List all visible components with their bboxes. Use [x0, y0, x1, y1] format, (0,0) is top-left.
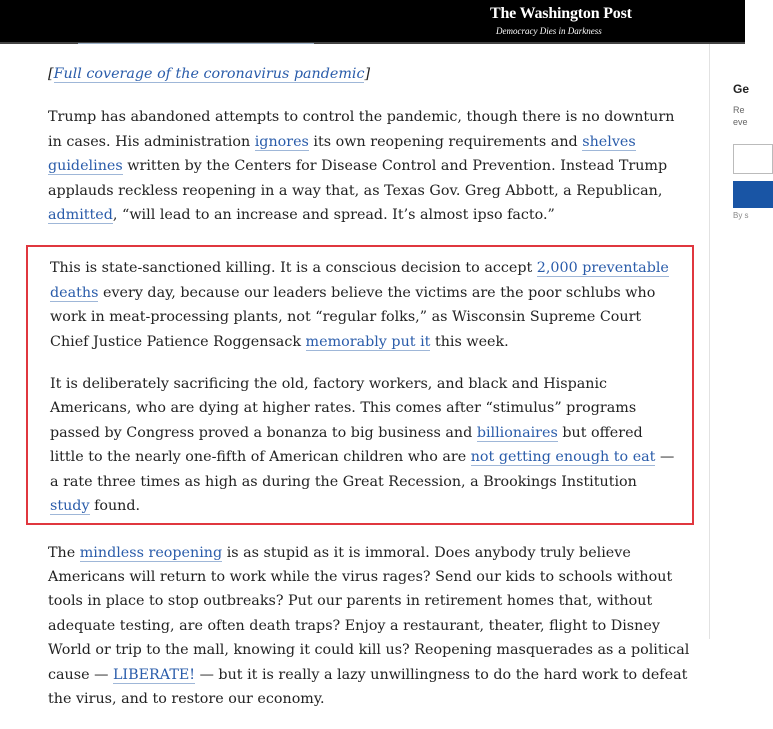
paragraph-3 [50, 372, 680, 518]
coverage-link-line [48, 62, 690, 86]
coverage-link[interactable]: Full coverage of the coronavirus pandemic [53, 66, 365, 82]
cut-off-previous-line [78, 36, 314, 44]
paragraph-text: but offered little to the nearly one-fifth of American children who are [50, 424, 643, 466]
paragraph-text: , “will lead to an increase and spread. It’s almost ipso facto.” [112, 207, 555, 224]
paragraph-text: every day, because our leaders believe the victims are the poor schlubs who work in meat-processing plants, not “regular folks,” as Wisconsin Supreme Court Chief Justice Patience Roggensack [50, 284, 656, 350]
paragraph-text: The [48, 544, 80, 561]
link-shelves-guidelines[interactable]: shelves guidelines [48, 133, 636, 175]
paragraph-text: is as stupid as it is immoral. Does anybody truly believe Americans will return to work while the virus rages? Send our kids to schools without tools in place to stop outbreaks? Put our parents in retirement homes that, without adequate testing, are often death traps? Enjoy a restaurant, theater, flight to Disney World or trip to the mall, knowing it could kill us? Reopening masquerades as a political cause — [48, 544, 690, 683]
link-liberate[interactable]: LIBERATE! [112, 666, 196, 683]
newsletter-description [733, 104, 748, 128]
newsletter-email-input[interactable] [733, 144, 773, 174]
paragraph-2 [50, 256, 680, 354]
article-body [48, 62, 690, 729]
paragraph-text: its own reopening requirements and [308, 133, 583, 150]
link-memorably-put-it[interactable]: memorably put it [305, 333, 431, 350]
paragraph-text: — a rate three times as high as during the Great Recession, a Brookings Institution [50, 449, 675, 490]
link-study[interactable]: study [50, 498, 90, 515]
coverage-open-bracket: [ [48, 66, 54, 82]
paragraph-1 [48, 105, 690, 227]
washington-post-logo[interactable]: The Washington Post [490, 5, 632, 22]
link-preventable-deaths[interactable]: 2,000 preventable deaths [50, 260, 669, 301]
paragraph-text: Trump has abandoned attempts to control the pandemic, though there is no downturn in cases. His administration [48, 109, 675, 150]
link-not-getting-enough-to-eat[interactable]: not getting enough to eat [470, 449, 656, 466]
newsletter-description-line: eve [733, 117, 748, 127]
paragraph-text: This is state-sanctioned killing. It is a conscious decision to accept [50, 260, 537, 277]
paragraph-text: found. [89, 498, 141, 515]
newsletter-title: Ge [733, 82, 750, 96]
paragraph-text: It is deliberately sacrificing the old, factory workers, and black and Hispanic Americans, who are dying at higher rates. This comes after “stimulus” programs passed by Congress proved a bonanza to big business and [50, 376, 637, 441]
link-mindless-reopening[interactable]: mindless reopening [79, 544, 223, 561]
link-admitted[interactable]: admitted [48, 207, 113, 224]
newsletter-description-line: Re [733, 105, 745, 115]
newsletter-signup-button[interactable] [733, 181, 773, 208]
newsletter-sidebar [710, 44, 750, 639]
link-ignores[interactable]: ignores [254, 133, 309, 150]
coverage-close-bracket: ] [364, 66, 371, 82]
masthead-tagline: Democracy Dies in Darkness [496, 26, 602, 36]
paragraph-4 [48, 541, 690, 712]
paragraph-text: — but it is really a lazy unwillingness to do the hard work to defeat the virus, and to restore our economy. [48, 666, 688, 707]
link-billionaires[interactable]: billionaires [476, 424, 558, 441]
highlight-box [26, 245, 694, 524]
newsletter-note: By s [733, 211, 749, 220]
paragraph-text: written by the Centers for Disease Control and Prevention. Instead Trump applauds reckless reopening in a way that, as Texas Gov. Greg Abbott, a Republican, [48, 158, 668, 199]
paragraph-text: this week. [430, 333, 509, 350]
